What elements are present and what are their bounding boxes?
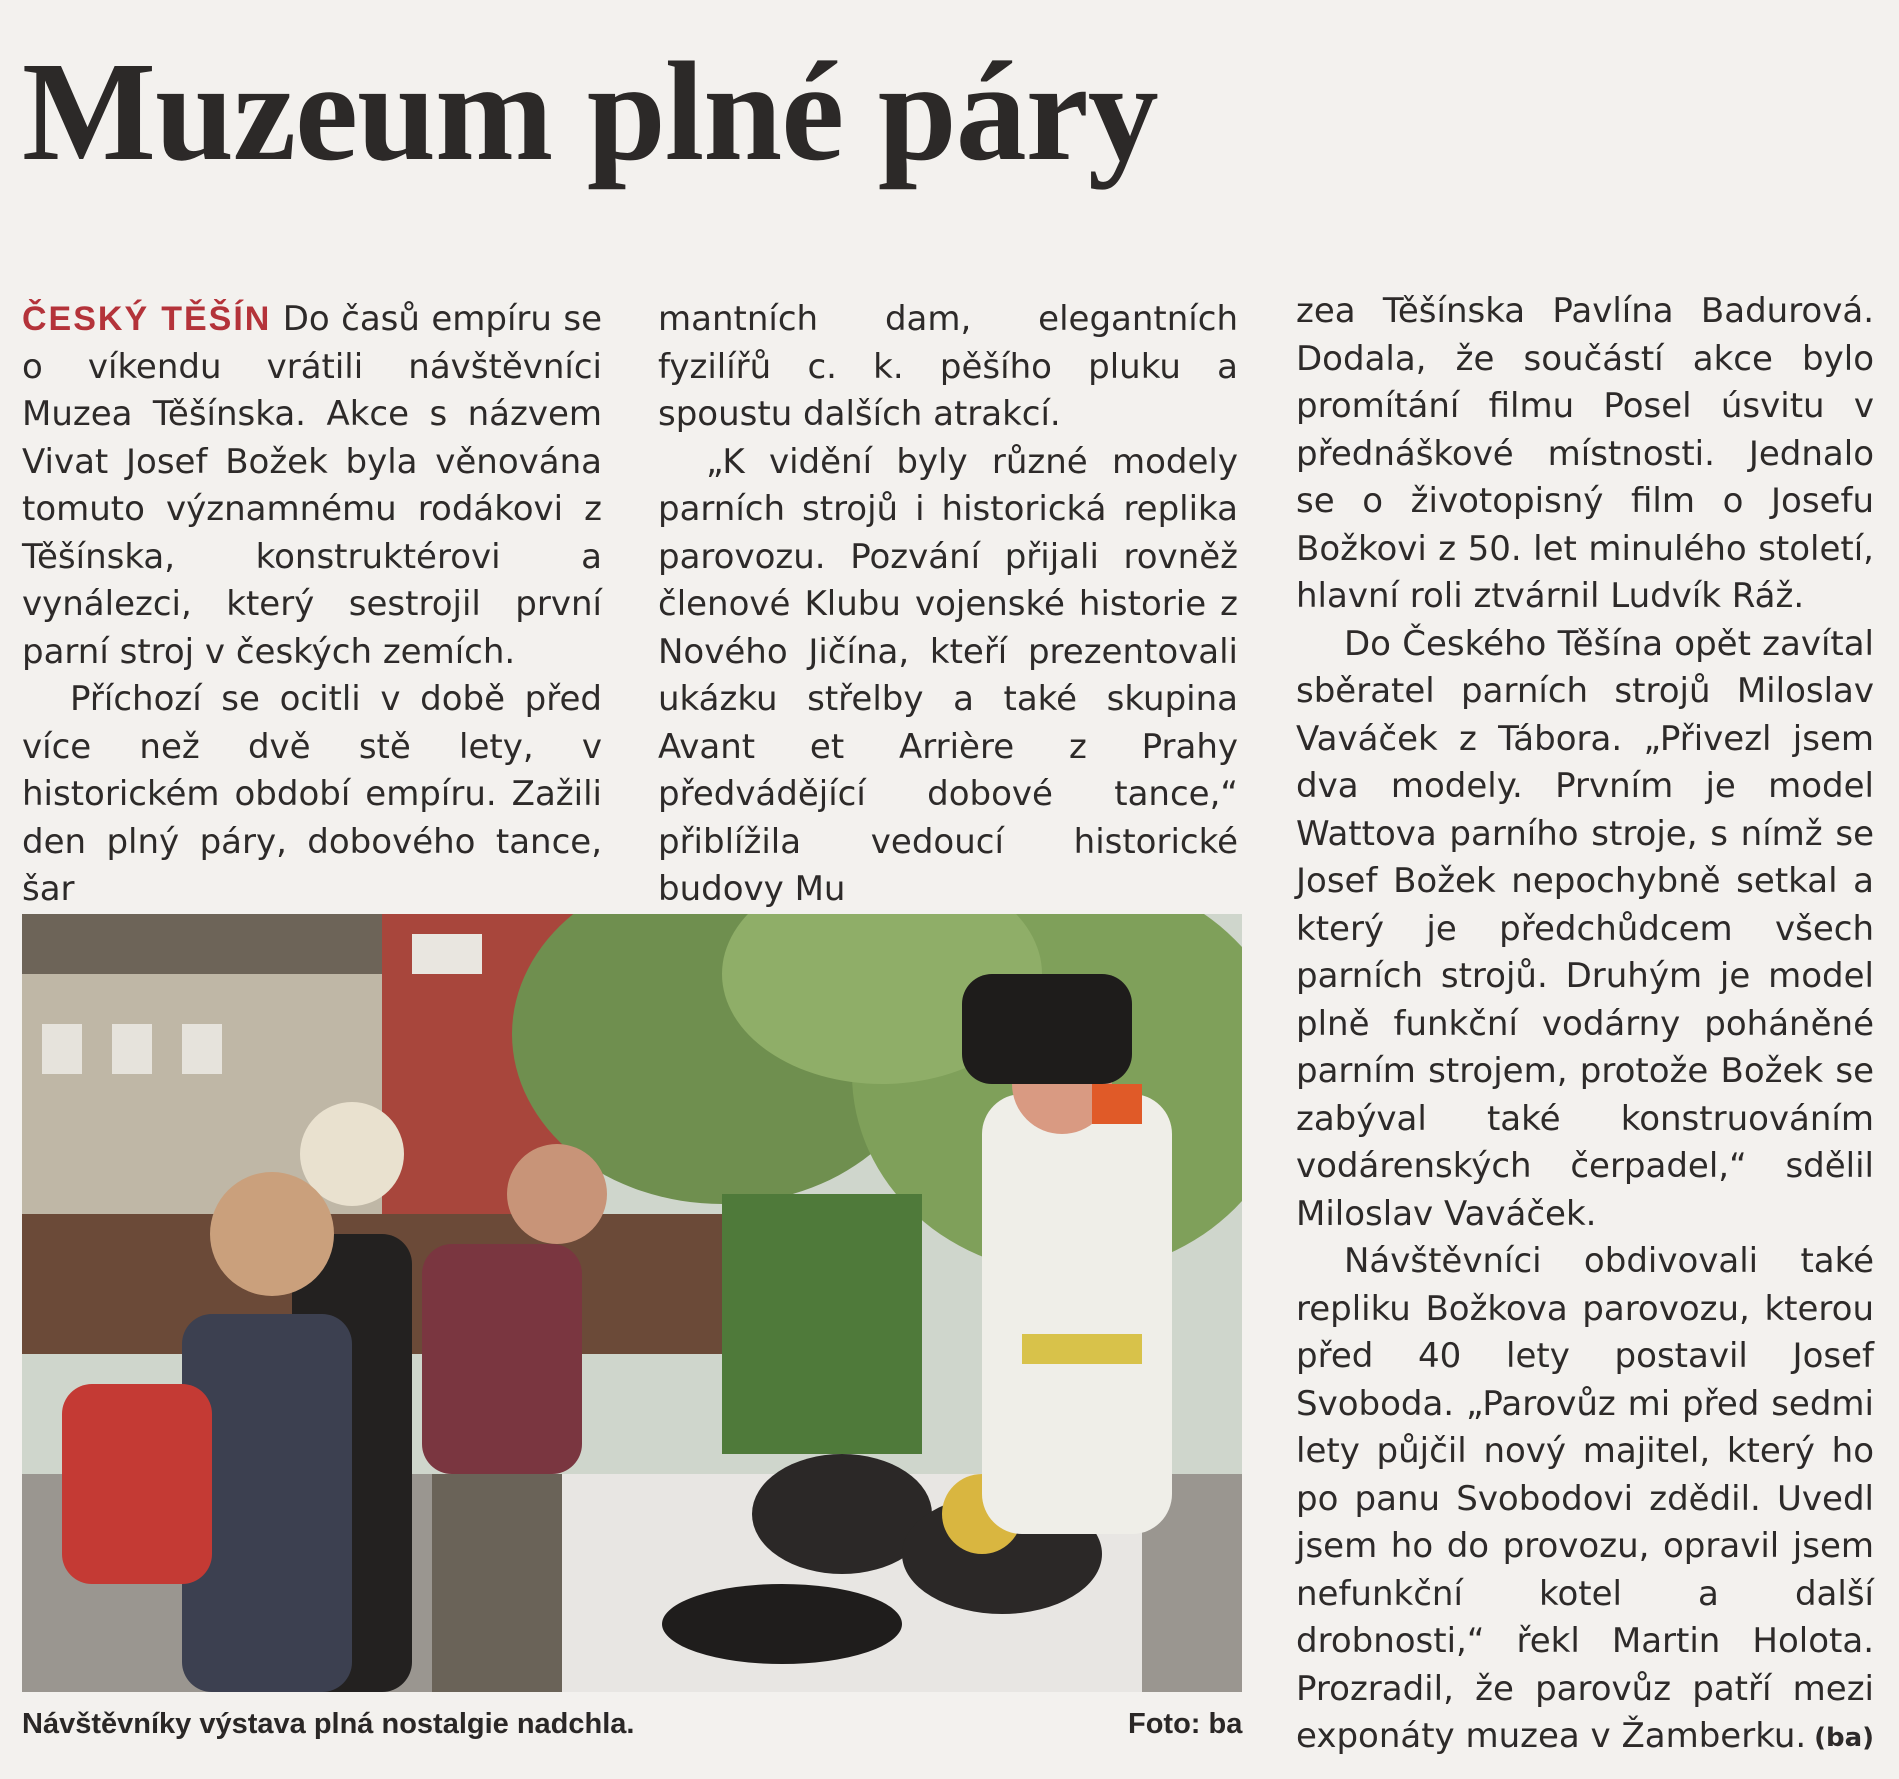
dateline: ČESKÝ TĚŠÍN	[22, 300, 272, 338]
paragraph: „K vidění byly různé modely parních strojů i historická replika parovozu. Pozvání přijali rovněž členové Klubu vojenské historie z Nového Jičína, kteří prezentovali ukázku střelby a také skupina Avant et Arrière z Prahy předvádějící dobové tance,“ přiblížila vedoucí historické budovy Mu	[658, 441, 1238, 909]
paragraph-text: Do časů empíru se o víkendu vrátili návštěvníci Muzea Těšínska. Akce s názvem Vivat Josef Božek byla věnována tomuto významnému rodákovi z Těšínska, konstruktérovi a vynálezci, který sestrojil první parní stroj v českých zemích.	[22, 299, 602, 672]
photo-illustration	[22, 914, 1242, 1692]
paragraph: Do Českého Těšína opět zavítal sběratel parních strojů Miloslav Vaváček z Tábora. „Přivezl jsem dva modely. Prvním je model Wattova parního stroje, s nímž se Josef Božek nepochybně setkal a který je předchůdcem všech parních strojů. Druhým je model plně funkční vodárny poháněné parním strojem, protože Božek se zabýval také konstruováním vodárenských čerpadel,“ sdělil Miloslav Vaváček.	[1296, 623, 1874, 1234]
article-column-1	[22, 296, 602, 914]
paragraph	[22, 296, 602, 676]
article-column-2	[658, 296, 1238, 914]
photo-caption: Návštěvníky výstava plná nostalgie nadchla.	[22, 1708, 635, 1740]
article-photo	[22, 914, 1242, 1692]
paragraph: Příchozí se ocitli v době před více než dvě stě lety, v historickém období empíru. Zažili den plný páry, dobového tance, šar	[22, 679, 602, 909]
article-column-3	[1296, 288, 1874, 1762]
paragraph: Návštěvníci obdivovali také repliku Božkova parovozu, kterou před 40 lety postavil Josef Svoboda. „Parovůz mi před sedmi lety půjčil nový majitel, který ho po panu Svobodovi zdědil. Uvedl jsem ho do provozu, opravil jsem nefunkční kotel a další drobnosti,“ řekl Martin Holota. Prozradil, že parovůz patří mezi exponáty muzea v Žamberku.	[1296, 1241, 1874, 1756]
byline: (ba)	[1814, 1722, 1874, 1753]
paragraph: mantních dam, elegantních fyzilířů c. k. pěšího pluku a spoustu dalších atrakcí.	[658, 299, 1238, 434]
photo-credit: Foto: ba	[1128, 1708, 1243, 1740]
paragraph: zea Těšínska Pavlína Badurová. Dodala, že součástí akce bylo promítání filmu Posel úsvitu v přednáškové místnosti. Jednalo se o životopisný film o Josefu Božkovi z 50. let minulého století, hlavní roli ztvárnil Ludvík Ráž.	[1296, 291, 1874, 616]
headline: Muzeum plné páry	[22, 32, 1158, 190]
